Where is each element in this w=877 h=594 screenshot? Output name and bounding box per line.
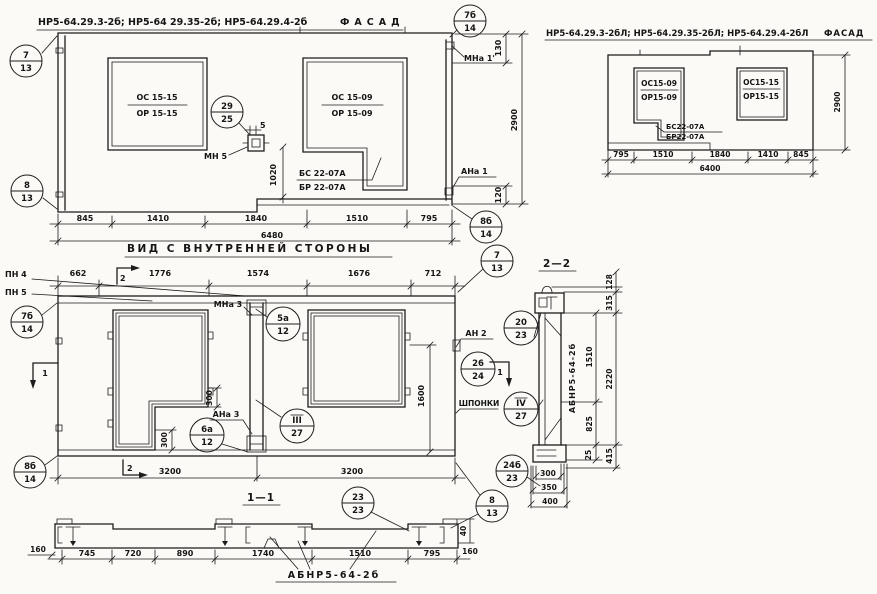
- pn5-label: ПН 5: [5, 288, 27, 297]
- dim: 845: [793, 150, 809, 159]
- dim-160-right: 160: [462, 547, 478, 556]
- svg-text:24: 24: [472, 372, 484, 382]
- center-divider: [247, 300, 266, 452]
- window-mark: ОС 15-09: [331, 93, 373, 102]
- dim: 662: [69, 269, 87, 278]
- dim: 1410: [757, 150, 779, 159]
- callout-7b-14: [450, 5, 486, 37]
- svg-text:III: III: [292, 416, 302, 426]
- bottom-dimensions: [50, 210, 460, 245]
- svg-text:БР 22-07А: БР 22-07А: [299, 183, 346, 192]
- section-1-1-view: [28, 492, 478, 582]
- svg-text:7: 7: [23, 51, 29, 61]
- dim-1020: [269, 144, 286, 203]
- panel-outline: [56, 27, 454, 212]
- svg-text:7б: 7б: [21, 312, 33, 322]
- svg-text:7б: 7б: [464, 11, 476, 21]
- svg-text:АБНР5-64-2б: АБНР5-64-2б: [287, 570, 381, 581]
- section-2-2-label: АБНР5-64-2б: [568, 342, 577, 414]
- callout-iii-27: [256, 400, 314, 443]
- callout-23-23: [342, 487, 409, 531]
- svg-text:23: 23: [515, 331, 527, 341]
- svg-text:1020: 1020: [269, 163, 278, 187]
- svg-text:IV: IV: [516, 399, 526, 409]
- dim: 1776: [148, 269, 172, 278]
- dim: 1410: [146, 214, 170, 223]
- right-dimension: [813, 52, 850, 153]
- svg-text:27: 27: [291, 429, 303, 439]
- window-mark: ОР 15-15: [136, 109, 178, 118]
- dim-25: 25: [584, 449, 593, 461]
- balcony-block-label: [297, 158, 381, 192]
- svg-text:13: 13: [20, 64, 32, 74]
- svg-text:5а: 5а: [277, 314, 289, 324]
- dim-2900: 2900: [510, 108, 519, 132]
- svg-text:2: 2: [120, 274, 126, 283]
- svg-text:13: 13: [21, 194, 33, 204]
- dim: 1510: [345, 214, 369, 223]
- callout-8b-14: [453, 206, 502, 243]
- svg-text:БС 22-07А: БС 22-07А: [299, 169, 346, 178]
- dim: 300: [540, 469, 556, 478]
- dim: 1510: [652, 150, 674, 159]
- section-1-1-title: 1—1: [246, 492, 276, 504]
- section-profile: [55, 519, 458, 548]
- dim-1600: [410, 342, 436, 455]
- shponki-label: ШПОНКИ: [458, 399, 500, 408]
- svg-text:14: 14: [24, 475, 36, 485]
- section-marker-1-right: [490, 362, 512, 387]
- dim: 890: [176, 549, 194, 558]
- facade-right-title-word: ФАСАД: [824, 29, 865, 39]
- svg-text:1: 1: [497, 368, 503, 377]
- dim-415: 415: [605, 448, 614, 464]
- dim-300-bottom: [155, 427, 176, 453]
- section-2-2-view: [528, 258, 622, 508]
- section-marker-1-left: [30, 363, 58, 389]
- svg-text:29: 29: [221, 102, 233, 112]
- window-mark: ОР15-15: [743, 92, 779, 101]
- section-label: [270, 531, 396, 582]
- balcony-block-label: [656, 123, 722, 141]
- dim: 712: [424, 269, 442, 278]
- callout-20-23: [504, 311, 541, 345]
- svg-text:300: 300: [160, 432, 169, 448]
- svg-text:12: 12: [277, 327, 289, 337]
- bottom-dimensions: [50, 456, 465, 484]
- callout-8b-14-left: [14, 456, 57, 488]
- svg-text:26: 26: [472, 359, 484, 369]
- svg-text:8: 8: [24, 181, 30, 191]
- window-mark: ОР 15-09: [331, 109, 373, 118]
- svg-text:14: 14: [21, 325, 33, 335]
- facade-left-title: НР5-64.29.3-2б; НР5-64 29.35-2б; НР5-64.29.4-2б: [38, 17, 308, 28]
- dim: 1676: [347, 269, 371, 278]
- pn4-label: ПН 4: [5, 270, 27, 279]
- mna1-label: МНа 1': [464, 54, 495, 63]
- callout-8-13-bottom: [451, 463, 508, 528]
- svg-text:25: 25: [221, 115, 233, 125]
- svg-text:8б: 8б: [24, 462, 36, 472]
- facade-right-title: НР5-64.29.3-2бЛ; НР5-64.29.35-2бЛ; НР5-64.29.4-2бЛ: [546, 29, 809, 39]
- section-marker-2-top: [117, 265, 140, 284]
- dim: 1840: [244, 214, 268, 223]
- svg-text:8: 8: [489, 496, 495, 506]
- section-2-2-title: 2—2: [542, 258, 572, 270]
- svg-text:23: 23: [352, 493, 364, 503]
- joint-dim: 5: [260, 121, 266, 130]
- dim: 1510: [348, 549, 372, 558]
- callout-6a-12: [190, 418, 248, 452]
- svg-text:8б: 8б: [480, 217, 492, 227]
- dim-total: 6480: [260, 231, 284, 240]
- dim: 350: [541, 483, 557, 492]
- svg-text:БС22-07А: БС22-07А: [666, 123, 705, 131]
- svg-text:14: 14: [464, 24, 476, 34]
- interior-view: [5, 242, 543, 531]
- dim-825: 825: [585, 416, 594, 432]
- dim: 795: [420, 214, 438, 223]
- svg-text:23: 23: [506, 474, 518, 484]
- svg-text:24б: 24б: [503, 461, 521, 471]
- dim: 795: [423, 549, 441, 558]
- svg-text:6а: 6а: [201, 425, 213, 435]
- svg-text:1: 1: [42, 369, 48, 378]
- dim-160-left: 160: [30, 545, 46, 554]
- dim-total: 6400: [699, 164, 721, 173]
- dim-315: 315: [605, 295, 614, 311]
- facade-left-title-word: ФАСАД: [340, 17, 405, 28]
- svg-text:13: 13: [491, 264, 503, 274]
- dim-40: 40: [459, 525, 468, 537]
- svg-text:БР22-07А: БР22-07А: [666, 133, 705, 141]
- svg-text:20: 20: [515, 318, 527, 328]
- svg-text:300: 300: [205, 390, 214, 406]
- svg-text:12: 12: [201, 438, 213, 448]
- dim-2220: 2220: [605, 368, 614, 390]
- callout-26-24: [461, 352, 495, 386]
- ana3-label: АНа 3: [212, 410, 240, 419]
- callout-8-13: [11, 175, 57, 209]
- dim: 3200: [340, 467, 364, 476]
- section-marker-2-bottom: [123, 460, 148, 478]
- interior-title: ВИД С ВНУТРЕННЕЙ СТОРОНЫ: [127, 243, 373, 255]
- svg-text:14: 14: [480, 230, 492, 240]
- section-dimensions: [552, 269, 622, 471]
- dim: 720: [124, 549, 142, 558]
- ana1-label: АНа 1: [461, 167, 488, 176]
- facade-right-view: [545, 28, 872, 177]
- section-dimensions: [28, 519, 478, 564]
- dim: 1740: [251, 549, 275, 558]
- callout-7-13-right: [458, 245, 513, 292]
- window-mark: ОС 15-15: [136, 93, 178, 102]
- callout-iv-27: [504, 392, 543, 426]
- dim-2900: 2900: [833, 91, 842, 113]
- panel-outline: [608, 46, 813, 150]
- callout-29-25: [211, 96, 250, 135]
- svg-text:7: 7: [494, 251, 500, 261]
- mn5-label: МН 5: [204, 152, 228, 161]
- svg-text:23: 23: [352, 506, 364, 516]
- bottom-dimensions: [528, 464, 570, 508]
- dim: 795: [613, 150, 629, 159]
- window-mark: ОС15-15: [743, 78, 779, 87]
- callout-7b-14-left: [11, 303, 57, 338]
- mna3-label: МНа 3: [213, 300, 243, 309]
- door-window-opening: [108, 310, 213, 450]
- svg-text:13: 13: [486, 509, 498, 519]
- anchor-mn5: [204, 121, 269, 161]
- window-mark: ОС15-09: [641, 79, 677, 88]
- dim: 745: [78, 549, 96, 558]
- dim-128: 128: [605, 274, 614, 290]
- window-opening-right: [737, 68, 787, 120]
- dim-1510: 1510: [585, 346, 594, 368]
- dim: 1574: [246, 269, 270, 278]
- dim-130: 130: [494, 39, 503, 57]
- dim: 845: [76, 214, 94, 223]
- dim: 400: [542, 497, 558, 506]
- an2-label: АН 2: [465, 329, 487, 338]
- window-mark: ОР15-09: [641, 93, 677, 102]
- svg-text:2: 2: [127, 464, 133, 473]
- facade-left-view: [10, 5, 528, 245]
- svg-text:27: 27: [515, 412, 527, 422]
- section-profile: [533, 286, 566, 462]
- dim: 3200: [158, 467, 182, 476]
- top-dimensions: [50, 269, 465, 296]
- window-opening: [303, 310, 410, 407]
- dim-120: 120: [494, 186, 503, 204]
- callout-7-13: [10, 36, 57, 77]
- svg-text:1600: 1600: [417, 384, 426, 408]
- bottom-dimensions: [602, 150, 818, 177]
- dim: 1840: [709, 150, 731, 159]
- window-opening-left: [108, 58, 207, 150]
